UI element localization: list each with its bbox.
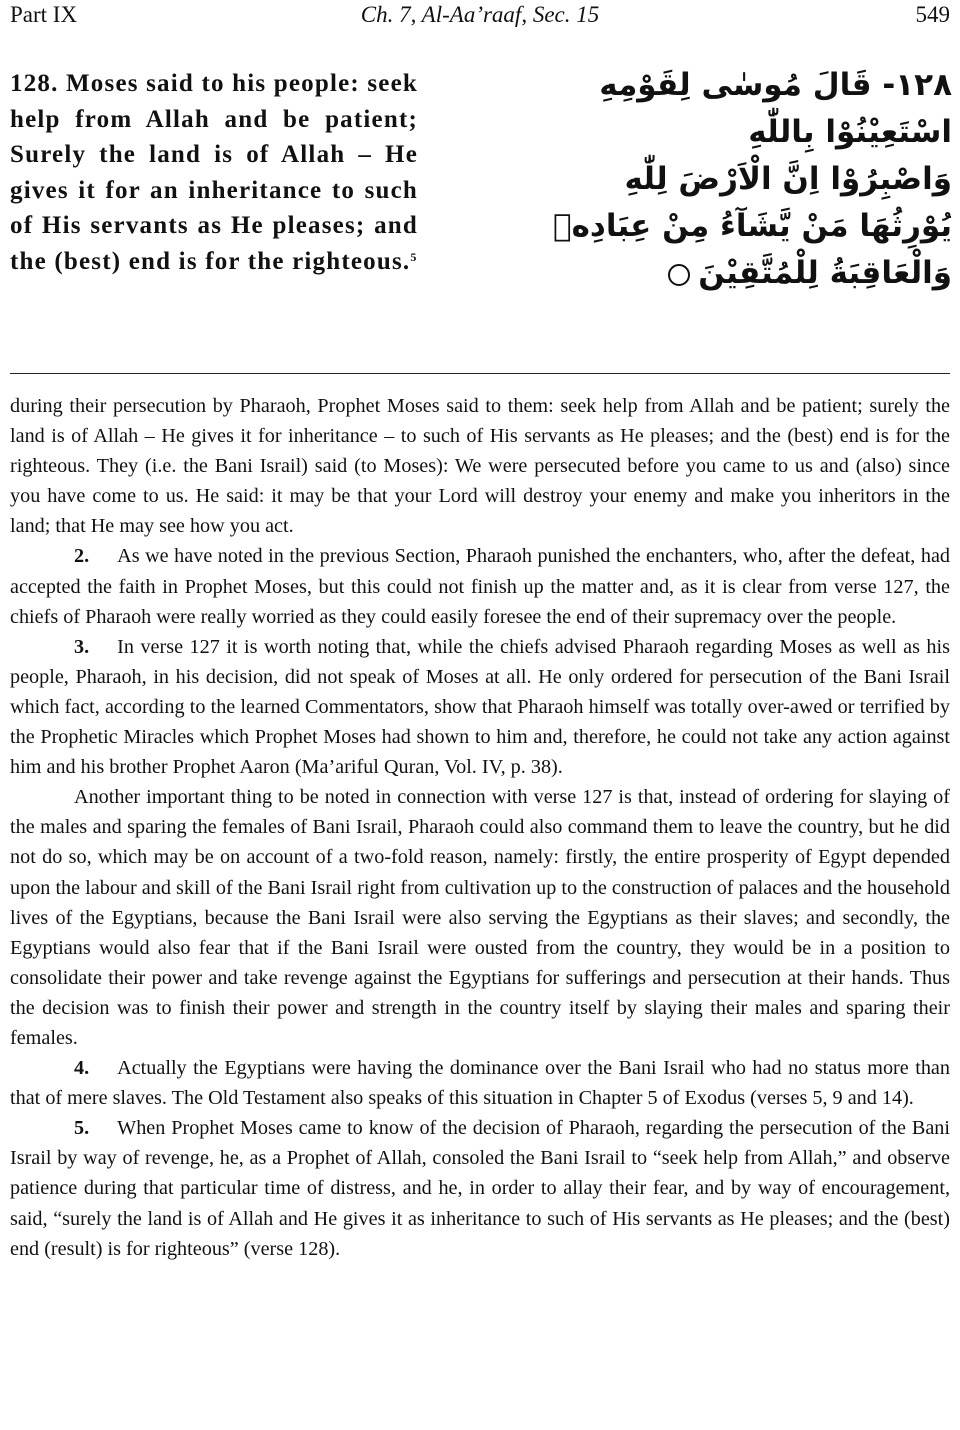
note-4: [10, 1053, 950, 1113]
note-number: 4.: [74, 1057, 90, 1080]
page-number: 549: [915, 2, 950, 27]
note-text: Actually the Egyptians were having the dominance over the Bani Israil who had no status more than that of mere slaves. The Old Testament also speaks of this situation in Chapter 5 of Exodus (verses 5, 9 and 14).: [10, 1057, 950, 1110]
page-header: [10, 2, 950, 36]
verse-text: Moses said to his people: seek help from Allah and be patient; Surely the land is of Allah – He gives it for an inheritance to such of His servants as He pleases; and the (best) end is for the righteous.: [10, 70, 418, 275]
footnote-ref: 5: [410, 249, 418, 264]
note-text: As we have noted in the previous Section, Pharaoh punished the enchanters, who, after the defeat, had accepted the faith in Prophet Moses, but this could not finish up the matter and, as it is clear from verse 127, the chiefs of Pharaoh were really worried as they could easily foresee the end of their supremacy over the people.: [10, 545, 950, 628]
note-3-continued: Another important thing to be noted in connection with verse 127 is that, instead of ordering for slaying of the males and sparing the females of Bani Israil, Pharaoh could also command them to leave the country, but he did not do so, which may be on account of a two-fold reason, namely: firstly, the entire prosperity of Egypt depended upon the labour and skill of the Bani Israil right from cultivation up to the construction of palaces and the household lives of the Egyptians, because the Bani Israil were also serving the Egyptians as their slaves; and secondly, the Egyptians would also fear that if the Bani Israil were ousted from the country, they would be in a position to consolidate their power and take revenge against the Egyptians for sufferings and persecution at their hands. Thus the decision was to finish their power and strength in the country itself by slaying their males and sparing their females.: [10, 786, 950, 1049]
note-number: 2.: [74, 545, 90, 568]
note-2: [10, 541, 950, 631]
commentary-intro: during their persecution by Pharaoh, Prophet Moses said to them: seek help from Allah and be patient; surely the land is of Allah – He gives it for inheritance – to such of His servants as He pleases; and the (best) end is for the righteous. They (i.e. the Bani Israil) said (to Moses): We were persecuted before you came to us and (also) since you have come to us. He said: it may be that your Lord will destroy your enemy and make you inheritors in the land; that He may see how you act.: [10, 395, 950, 538]
note-5: [10, 1113, 950, 1263]
arabic-line: ١٢٨- قَالَ مُوسٰى لِقَوْمِهِ: [599, 67, 952, 103]
verse-arabic: [553, 62, 952, 297]
verse-number: 128.: [10, 70, 59, 97]
arabic-line: يُوْرِثُهَا مَنْ يَّشَآءُ مِنْ عِبَادِهٖ: [553, 208, 952, 244]
arabic-line-last: [590, 250, 952, 297]
note-text: In verse 127 it is worth noting that, while the chiefs advised Pharaoh regarding Moses as well as his people, Pharaoh, in his decision, did not speak of Moses at all. He only ordered for persecution of the Bani Israil which fact, according to the learned Commentators, show that Pharaoh himself was totally over-awed or terrified by the Prophetic Miracles which Prophet Moses had shown to him and, therefore, he could not take any action against him and his brother Prophet Aaron (Ma’ariful Quran, Vol. IV, p. 38).: [10, 635, 950, 779]
verse-end-marker-icon: [668, 264, 690, 286]
arabic-line: وَالْعَاقِبَةُ لِلْمُتَّقِيْنَ: [698, 255, 952, 291]
divider: [10, 373, 950, 374]
verse-english: [10, 66, 418, 279]
note-number: 5.: [74, 1117, 90, 1140]
note-3: [10, 632, 950, 782]
chapter-title: Ch. 7, Al-Aa’raaf, Sec. 15: [360, 2, 600, 27]
arabic-line: اسْتَعِيْنُوْا بِاللّٰهِ: [748, 114, 952, 150]
part-label: Part IX: [10, 2, 78, 27]
note-number: 3.: [74, 635, 90, 658]
note-text: When Prophet Moses came to know of the decision of Pharaoh, regarding the persecution of the Bani Israil by way of revenge, he, as a Prophet of Allah, consoled the Bani Israil to “seek help from Allah,” and observe patience during that particular time of distress, and he, in order to allay their fear, and by way of encouragement, said, “surely the land is of Allah and He gives it as inheritance to such of His servants as He pleases; and the (best) end (result) is for righteous” (verse 128).: [10, 1117, 950, 1260]
arabic-line: وَاصْبِرُوْا اِنَّ الْاَرْضَ لِلّٰهِ: [624, 161, 952, 197]
commentary: [10, 391, 950, 1264]
